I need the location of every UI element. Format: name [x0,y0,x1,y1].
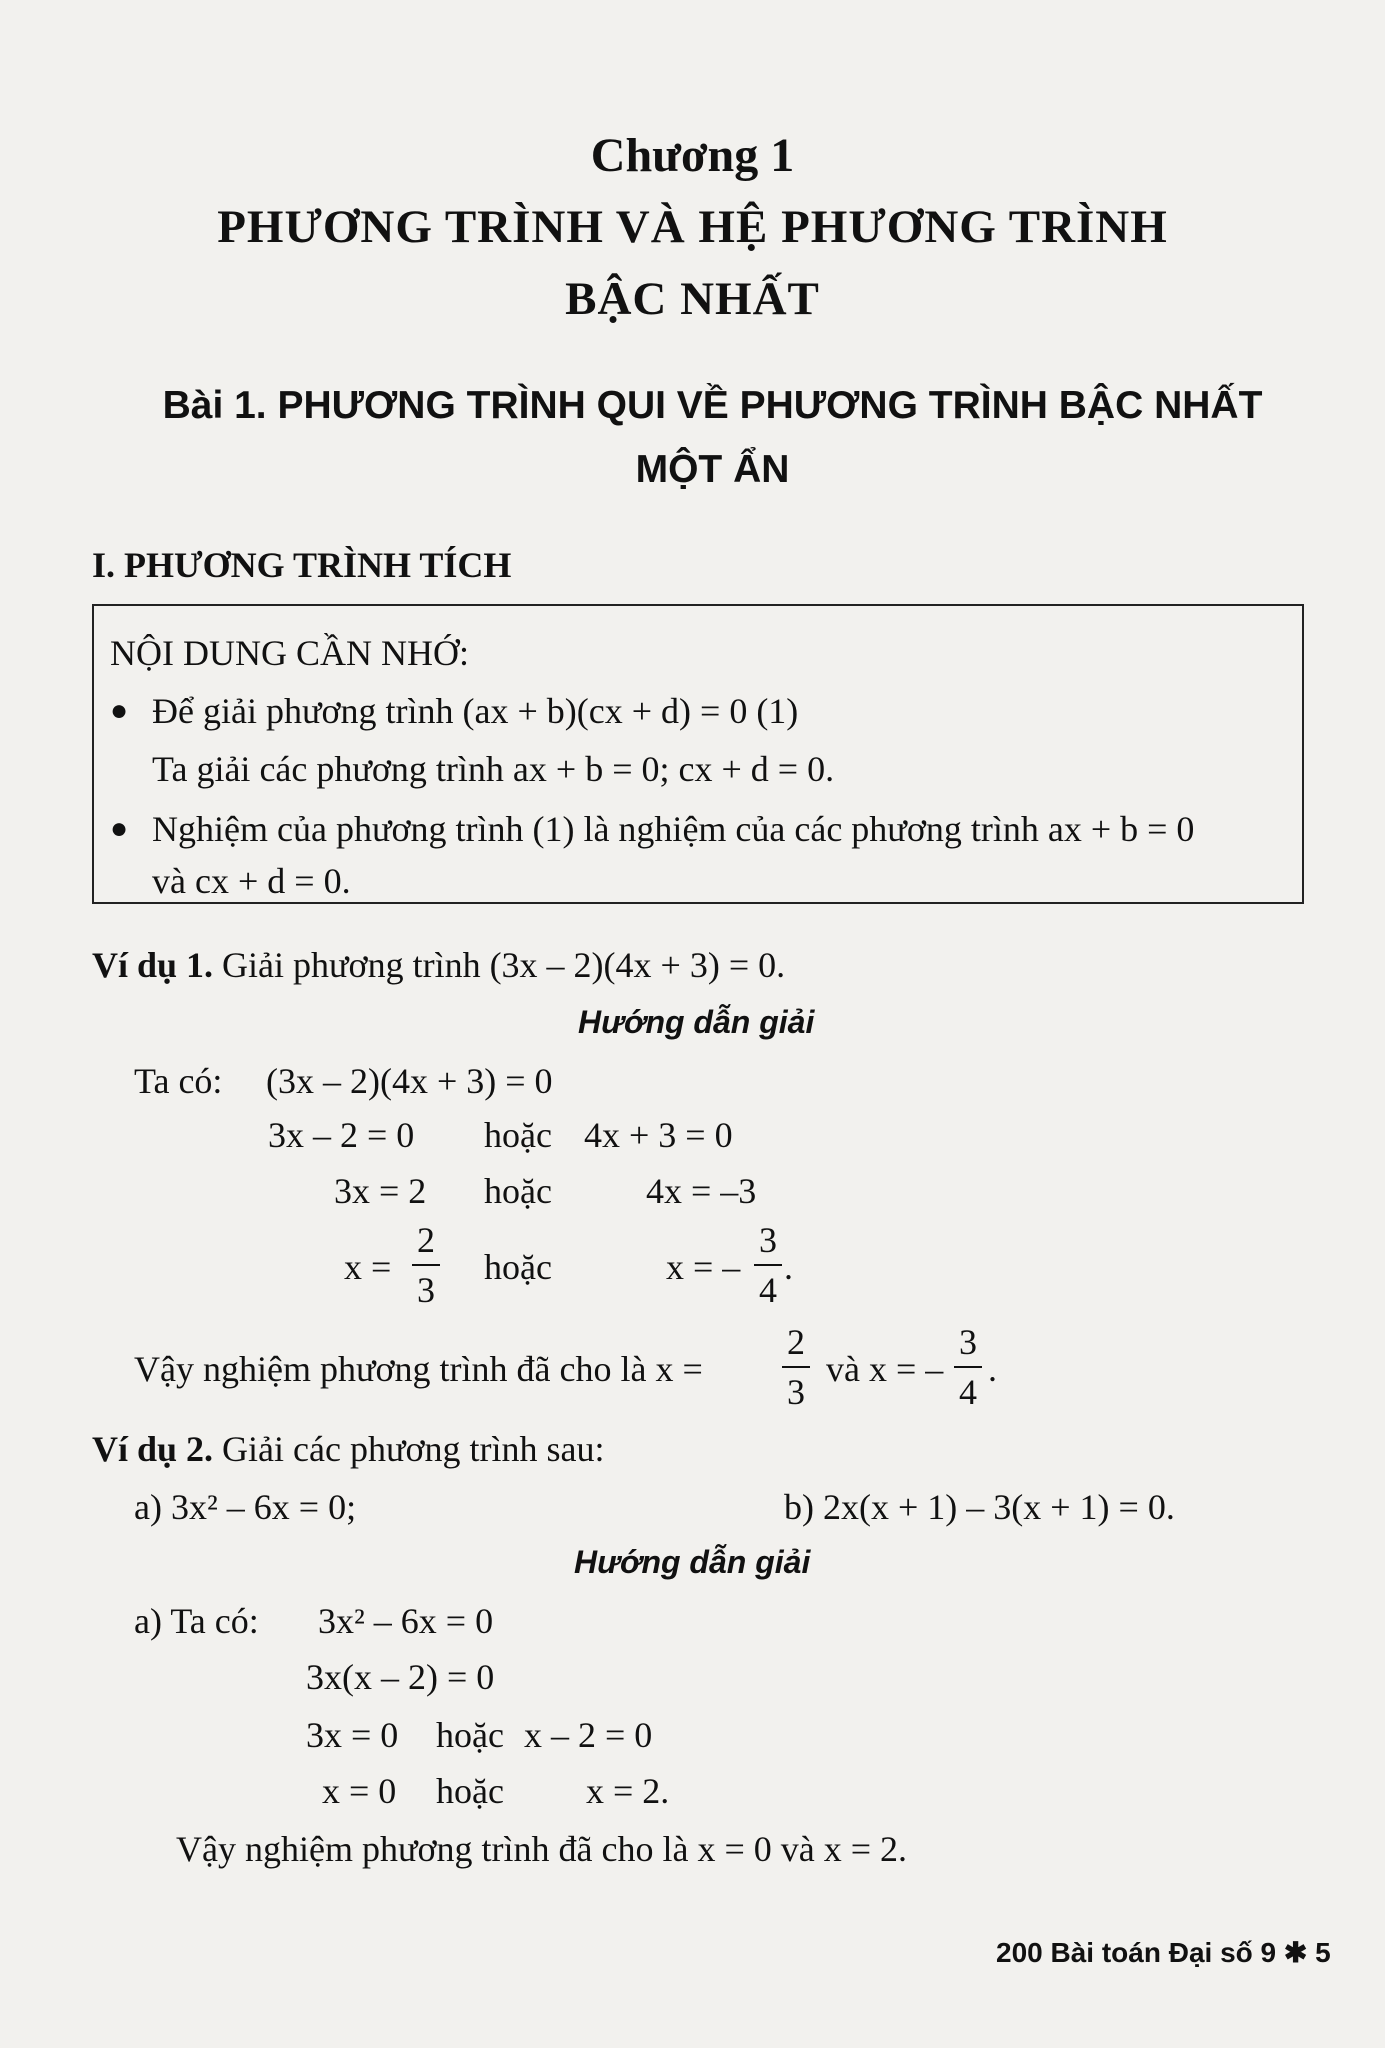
reminder-bullet-1-cont: Ta giải các phương trình ax + b = 0; cx + d = 0. [152,749,835,789]
chapter-title-line1: PHƯƠNG TRÌNH VÀ HỆ PHƯƠNG TRÌNH [217,201,1168,253]
reminder-bullet-1: Để giải phương trình (ax + b)(cx + d) = 0 (1) [152,691,799,731]
page-footer: 200 Bài toán Đại số 9 ✱ 5 [996,1937,1331,1968]
denominator: 4 [759,1270,777,1310]
ex2-step4-or: hoặc [436,1771,504,1811]
denominator: 3 [787,1372,805,1412]
reminder-bullet-2: Nghiệm của phương trình (1) là nghiệm của các phương trình ax + b = 0 [152,809,1195,849]
ex1-step2-or: hoặc [484,1115,552,1155]
chapter-title-line2: BẬC NHẤT [565,273,820,325]
example-1-guide-heading: Hướng dẫn giải [578,1004,815,1040]
ex1-step4-left: x = [344,1247,392,1287]
ex2-step3-right: x – 2 = 0 [524,1715,653,1755]
ex2-step3-left: 3x = 0 [306,1715,399,1755]
fraction-3-4 [748,1222,788,1308]
example-1-label: Ví dụ 1. [92,945,214,985]
period: . [784,1247,793,1287]
chapter-number: Chương 1 [590,129,795,182]
ex2-step4-left: x = 0 [322,1771,397,1811]
numerator: 2 [417,1220,435,1260]
ex1-step2-left: 3x – 2 = 0 [268,1115,415,1155]
ex2-step1-eq: 3x² – 6x = 0 [318,1601,494,1641]
ex2-conclusion: Vậy nghiệm phương trình đã cho là x = 0 và x = 2. [176,1829,908,1869]
fraction-2-3 [406,1222,446,1308]
ex1-step1-eq: (3x – 2)(4x + 3) = 0 [266,1061,553,1101]
section-heading: I. PHƯƠNG TRÌNH TÍCH [92,545,512,585]
reminder-bullet-2-cont: và cx + d = 0. [152,861,351,901]
denominator: 3 [417,1270,435,1310]
ex2-step4-right: x = 2. [586,1771,670,1811]
bullet-icon: ● [110,694,129,727]
numerator: 2 [787,1322,805,1362]
ex2-step1-prefix: a) Ta có: [134,1601,259,1641]
ex2-step2-eq: 3x(x – 2) = 0 [306,1657,495,1697]
example-2-guide-heading: Hướng dẫn giải [574,1544,811,1580]
lesson-title-line2: MỘT ẨN [635,448,790,491]
example-1-statement [92,944,785,986]
lesson-title-line1: Bài 1. PHƯƠNG TRÌNH QUI VỀ PHƯƠNG TRÌNH BẬC NHẤT [162,384,1263,427]
ex1-step3-right: 4x = –3 [646,1171,757,1211]
denominator: 4 [959,1372,977,1412]
example-2-part-a: a) 3x² – 6x = 0; [134,1487,357,1527]
ex2-step3-or: hoặc [436,1715,504,1755]
ex1-step3-left: 3x = 2 [334,1171,427,1211]
period: . [988,1349,997,1389]
ex1-conclusion: Vậy nghiệm phương trình đã cho là x = [134,1349,703,1389]
ex1-conclusion-and: và x = – [826,1349,944,1389]
ex1-step2-right: 4x + 3 = 0 [584,1115,733,1155]
numerator: 3 [759,1220,777,1260]
example-2-text: Giải các phương trình sau: [222,1429,605,1469]
bullet-icon: ● [110,812,129,845]
numerator: 3 [959,1322,977,1362]
fraction-2-3 [776,1324,816,1410]
fraction-3-4 [948,1324,988,1410]
example-1-text: Giải phương trình (3x – 2)(4x + 3) = 0. [222,945,786,985]
ex1-step3-or: hoặc [484,1171,552,1211]
example-2-part-b: b) 2x(x + 1) – 3(x + 1) = 0. [784,1487,1175,1527]
ex1-step4-right: x = – [666,1247,741,1287]
example-2-label: Ví dụ 2. [92,1429,214,1469]
ex1-step1-prefix: Ta có: [134,1061,223,1101]
example-2-statement [92,1428,605,1470]
ex1-step4-or: hoặc [484,1247,552,1287]
reminder-heading: NỘI DUNG CẦN NHỚ: [110,633,469,673]
